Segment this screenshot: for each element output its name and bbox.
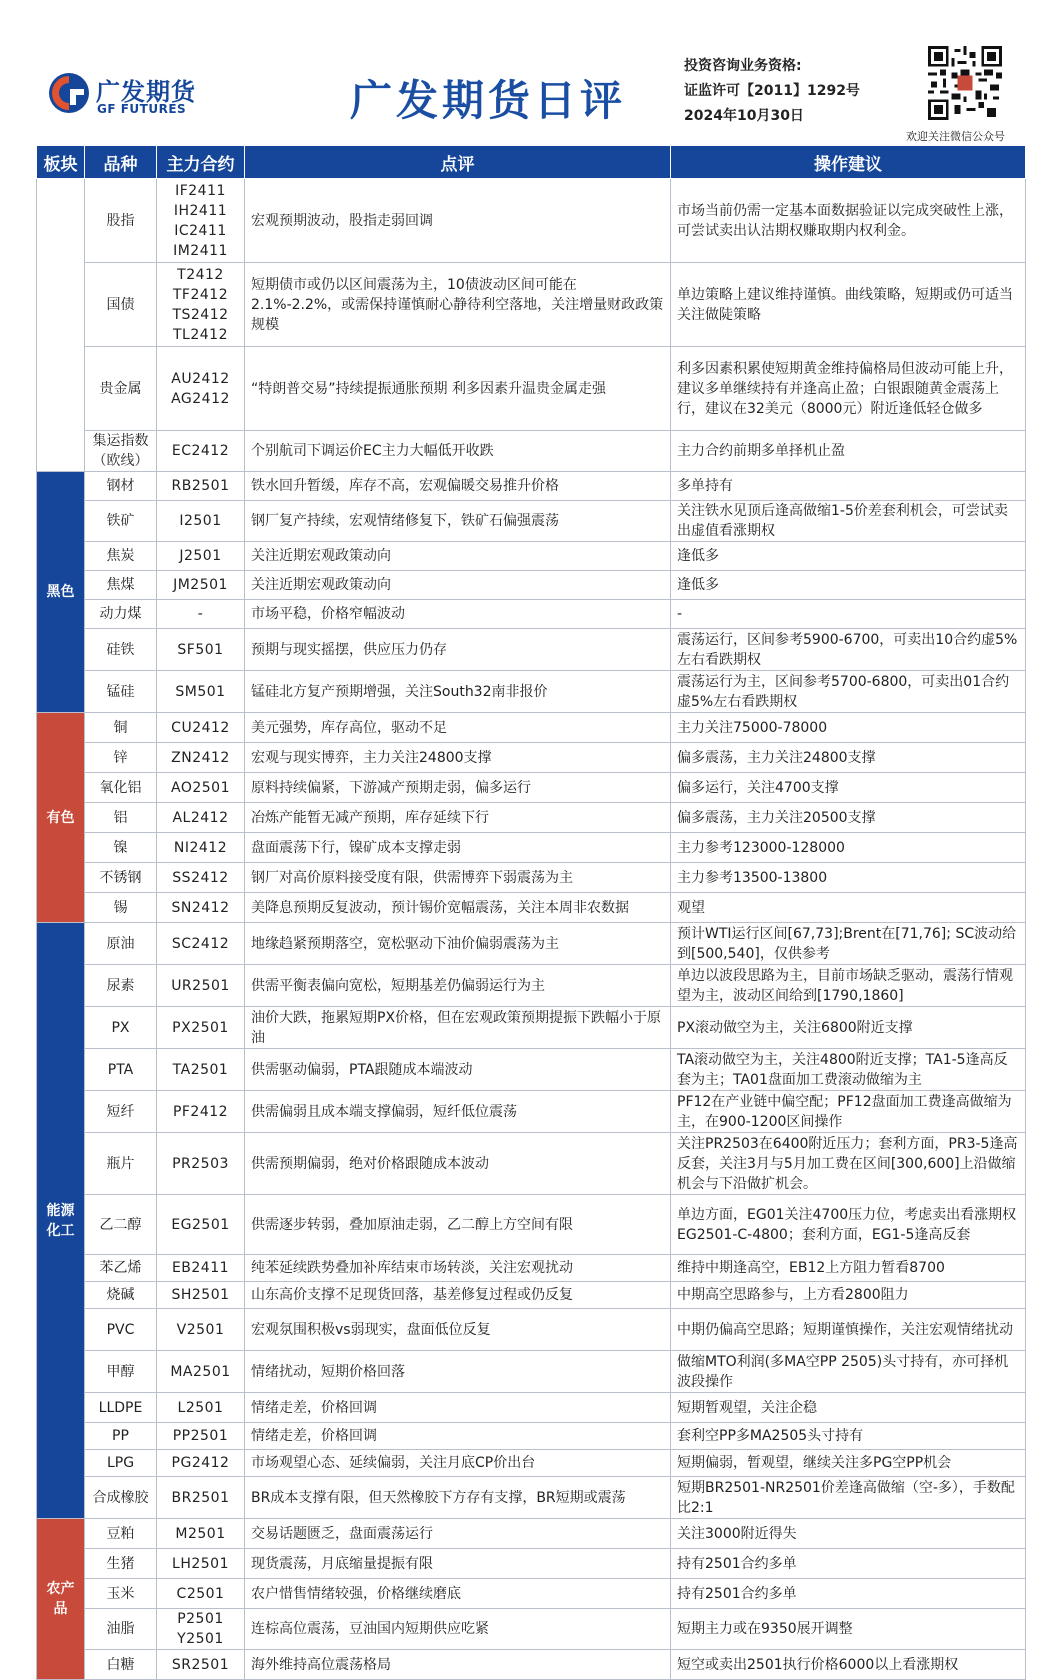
comment-cell: 原料持续偏紧，下游减产预期走弱，偏多运行 [245, 773, 671, 803]
advice-cell: - [671, 600, 1026, 629]
contract-cell [157, 600, 245, 629]
table-row [37, 472, 1026, 501]
daily-review-table [36, 145, 1026, 1680]
contract-code: EB2411 [171, 1260, 230, 1276]
contract-cell [157, 803, 245, 833]
contract-code: T2412 [177, 266, 224, 283]
variety-cell: 铜 [85, 713, 157, 743]
comment-cell: 美元强势，库存高位，驱动不足 [245, 713, 671, 743]
contract-code: NI2412 [173, 839, 228, 856]
sector-label: 能源化工 [37, 923, 85, 1519]
contract-code: V2501 [176, 1321, 225, 1338]
contract-code: I2501 [179, 513, 222, 529]
gf-logo-icon [48, 72, 90, 114]
advice-cell: 短期主力或在9350展开调整 [671, 1609, 1026, 1650]
comment-cell: 情绪走差，价格回调 [245, 1393, 671, 1423]
comment-cell: 情绪扰动，短期价格回落 [245, 1351, 671, 1393]
advice-cell: 短空或卖出2501执行价格6000以上看涨期权 [671, 1650, 1026, 1680]
contract-code: PP2501 [172, 1428, 229, 1444]
contract-code: J2501 [179, 548, 222, 564]
advice-cell: 市场当前仍需一定基本面数据验证以完成突破性上涨，可尝试卖出认沽期权赚取期内权利金。 [671, 179, 1026, 263]
variety-cell: 集运指数（欧线） [85, 431, 157, 472]
table-row [37, 1255, 1026, 1282]
gf-futures-logo [48, 70, 198, 120]
advice-cell: 利多因素积累使短期黄金维持偏格局但波动可能上升，建议多单继续持有并逢高止盈；白银跟随黄金震荡上行，建议在32美元（8000元）附近逢低轻仓做多 [671, 347, 1026, 431]
contract-code: EC2412 [171, 443, 230, 459]
contract-code: SF501 [177, 641, 224, 658]
contract-code: SH2501 [171, 1287, 230, 1303]
variety-cell: 铁矿 [85, 501, 157, 542]
table-row [37, 1579, 1026, 1609]
advice-cell: 多单持有 [671, 472, 1026, 501]
comment-cell: 现货震荡，月底缩量提振有限 [245, 1549, 671, 1579]
advice-cell: 关注铁水见顶后逢高做缩1-5价差套利机会，可尝试卖出虚值看涨期权 [671, 501, 1026, 542]
contract-code: IF2411 [175, 182, 226, 199]
contract-cell [157, 1351, 245, 1393]
comment-cell: 情绪走差，价格回调 [245, 1423, 671, 1450]
variety-cell: 动力煤 [85, 600, 157, 629]
variety-cell: PX [85, 1007, 157, 1049]
table-body [37, 179, 1026, 1680]
variety-cell: 铝 [85, 803, 157, 833]
advice-cell: 单边方面，EG01关注4700压力位，考虑卖出看涨期权EG2501-C-4800；套利方面，EG1-5逢高反套 [671, 1195, 1026, 1255]
comment-cell: 短期债市或仍以区间震荡为主，10债波动区间可能在2.1%-2.2%，或需保持谨慎耐心静待利空落地，关注增量财政政策规模 [245, 263, 671, 347]
contract-cell [157, 1609, 245, 1650]
comment-cell: 供需预期偏弱，绝对价格跟随成本波动 [245, 1133, 671, 1195]
logo-chinese-text: 广发期货 [96, 78, 196, 106]
table-row [37, 1393, 1026, 1423]
variety-cell: 瓶片 [85, 1133, 157, 1195]
comment-cell: 供需偏弱且成本端支撑偏弱，短纤低位震荡 [245, 1091, 671, 1133]
table-row [37, 1519, 1026, 1549]
advice-cell: 偏多运行，关注4700支撑 [671, 773, 1026, 803]
sector-label: 有色 [37, 713, 85, 923]
comment-cell: 铁水回升暂缓，库存不高，宏观偏暖交易推升价格 [245, 472, 671, 501]
report-date: 2024年10月30日 [684, 108, 804, 124]
variety-cell: 豆粕 [85, 1519, 157, 1549]
advice-cell: TA滚动做空为主，关注4800附近支撑；TA1-5逢高反套为主；TA01盘面加工费滚动做缩为主 [671, 1049, 1026, 1091]
comment-cell: 宏观氛围积极vs弱现实，盘面低位反复 [245, 1309, 671, 1351]
contract-cell [157, 542, 245, 571]
table-row [37, 1609, 1026, 1650]
contract-code: AL2412 [172, 809, 229, 826]
table-row [37, 1309, 1026, 1351]
sector-label: 金融 [37, 179, 85, 472]
table-row [37, 1007, 1026, 1049]
contract-code: PG2412 [171, 1455, 230, 1471]
variety-cell: 锰硅 [85, 671, 157, 713]
table-row [37, 965, 1026, 1007]
comment-cell: 交易话题匮乏，盘面震荡运行 [245, 1519, 671, 1549]
table-row [37, 1049, 1026, 1091]
header-advice: 操作建议 [671, 146, 1026, 179]
comment-cell: 锰硅北方复产预期增强，关注South32南非报价 [245, 671, 671, 713]
sector-label: 农产品 [37, 1519, 85, 1680]
variety-cell: 尿素 [85, 965, 157, 1007]
table-row [37, 773, 1026, 803]
contract-cell [157, 1195, 245, 1255]
contract-code: EG2501 [171, 1216, 230, 1233]
report-header [0, 0, 1063, 144]
contract-cell [157, 501, 245, 542]
advice-cell: 短期偏弱，暂观望，继续关注多PG空PP机会 [671, 1450, 1026, 1477]
contract-cell [157, 1049, 245, 1091]
table-row [37, 263, 1026, 347]
advice-cell: 单边以波段思路为主，目前市场缺乏驱动，震荡行情观望为主，波动区间给到[1790,1860] [671, 965, 1026, 1007]
variety-cell: 钢材 [85, 472, 157, 501]
advice-cell: 偏多震荡，主力关注24800支撑 [671, 743, 1026, 773]
table-row [37, 1549, 1026, 1579]
header-variety: 品种 [85, 146, 157, 179]
logo-english-text: GF FUTURES [97, 102, 187, 116]
advice-cell: 预计WTI运行区间[67,73];Brent在[71,76]; SC波动给到[500,540]，仅供参考 [671, 923, 1026, 965]
variety-cell: 短纤 [85, 1091, 157, 1133]
contract-code: SN2412 [171, 899, 230, 916]
contract-code: JM2501 [173, 577, 228, 593]
variety-cell: 焦炭 [85, 542, 157, 571]
license-line: 证监许可【2011】1292号 [684, 83, 860, 99]
variety-cell: 甲醇 [85, 1351, 157, 1393]
contract-code: IM2411 [173, 242, 228, 259]
contract-cell [157, 1282, 245, 1309]
contract-code: C2501 [176, 1585, 225, 1602]
variety-cell: 国债 [85, 263, 157, 347]
contract-cell [157, 1393, 245, 1423]
contract-cell [157, 347, 245, 431]
comment-cell: 宏观预期波动，股指走弱回调 [245, 179, 671, 263]
table-row [37, 1423, 1026, 1450]
contract-code: TS2412 [172, 306, 229, 323]
table-row [37, 863, 1026, 893]
contract-cell [157, 863, 245, 893]
table-row [37, 833, 1026, 863]
table-row [37, 1650, 1026, 1680]
qualification-line: 投资咨询业务资格: [684, 58, 802, 74]
contract-code: AO2501 [171, 779, 230, 796]
variety-cell: 锌 [85, 743, 157, 773]
variety-cell: 生猪 [85, 1549, 157, 1579]
advice-cell: 主力合约前期多单择机止盈 [671, 431, 1026, 472]
contract-cell [157, 1423, 245, 1450]
variety-cell: LPG [85, 1450, 157, 1477]
contract-cell [157, 1255, 245, 1282]
variety-cell: PVC [85, 1309, 157, 1351]
contract-code: ZN2412 [171, 749, 230, 766]
contract-code: Y2501 [177, 1631, 224, 1647]
contract-cell [157, 893, 245, 923]
comment-cell: 盘面震荡下行，镍矿成本支撑走弱 [245, 833, 671, 863]
contract-code: TL2412 [173, 326, 228, 343]
contract-cell [157, 1091, 245, 1133]
contract-code: SS2412 [172, 869, 229, 886]
contract-code: RB2501 [171, 478, 230, 494]
contract-cell [157, 263, 245, 347]
advice-cell: 套利空PP多MA2505头寸持有 [671, 1423, 1026, 1450]
advice-cell: 主力参考13500-13800 [671, 863, 1026, 893]
contract-code: L2501 [177, 1399, 224, 1416]
contract-code: - [197, 606, 204, 622]
table-row [37, 179, 1026, 263]
table-row [37, 1477, 1026, 1519]
variety-cell: 硅铁 [85, 629, 157, 671]
advice-cell: 逢低多 [671, 542, 1026, 571]
table-row [37, 1133, 1026, 1195]
table-row [37, 1091, 1026, 1133]
contract-cell [157, 571, 245, 600]
variety-cell: 镍 [85, 833, 157, 863]
advice-cell: 持有2501合约多单 [671, 1579, 1026, 1609]
contract-cell [157, 1579, 245, 1609]
comment-cell: 冶炼产能暂无减产预期，库存延续下行 [245, 803, 671, 833]
page-title: 广发期货日评 [350, 76, 627, 125]
contract-cell [157, 1007, 245, 1049]
variety-cell: 股指 [85, 179, 157, 263]
comment-cell: 钢厂复产持续，宏观情绪修复下，铁矿石偏强震荡 [245, 501, 671, 542]
contract-cell [157, 833, 245, 863]
contract-cell [157, 923, 245, 965]
variety-cell: 玉米 [85, 1579, 157, 1609]
comment-cell: BR成本支撑有限，但天然橡胶下方存有支撑，BR短期或震荡 [245, 1477, 671, 1519]
wechat-qr-code-icon [928, 46, 1002, 120]
table-row [37, 629, 1026, 671]
contract-code: SR2501 [171, 1656, 230, 1673]
comment-cell: 美降息预期反复波动，预计锡价宽幅震荡，关注本周非农数据 [245, 893, 671, 923]
advice-cell: 震荡运行为主，区间参考5700-6800，可卖出01合约虚5%左右看跌期权 [671, 671, 1026, 713]
contract-code: P2501 [177, 1611, 224, 1627]
header-comment: 点评 [245, 146, 671, 179]
contract-cell [157, 1477, 245, 1519]
variety-cell: 不锈钢 [85, 863, 157, 893]
advice-cell: 单边策略上建议维持谨慎。曲线策略，短期或仍可适当关注做陡策略 [671, 263, 1026, 347]
variety-cell: 乙二醇 [85, 1195, 157, 1255]
variety-cell: 苯乙烯 [85, 1255, 157, 1282]
advice-cell: 中期仍偏高空思路；短期谨慎操作，关注宏观情绪扰动 [671, 1309, 1026, 1351]
qr-caption: 欢迎关注微信公众号 [906, 130, 1005, 143]
contract-code: TA2501 [172, 1061, 229, 1078]
contract-cell [157, 1650, 245, 1680]
comment-cell: 市场平稳，价格窄幅波动 [245, 600, 671, 629]
advice-cell: 关注PR2503在6400附近压力；套利方面，PR3-5逢高反套，关注3月与5月加工费在区间[300,600]上沿做缩机会与下沿做扩机会。 [671, 1133, 1026, 1195]
comment-cell: 油价大跌，拖累短期PX价格，但在宏观政策预期提振下跌幅小于原油 [245, 1007, 671, 1049]
contract-cell [157, 1450, 245, 1477]
comment-cell: 宏观与现实博弈，主力关注24800支撑 [245, 743, 671, 773]
variety-cell: 原油 [85, 923, 157, 965]
contract-cell [157, 1309, 245, 1351]
variety-cell: 油脂 [85, 1609, 157, 1650]
table-row [37, 542, 1026, 571]
contract-cell [157, 179, 245, 263]
variety-cell: PP [85, 1423, 157, 1450]
contract-code: SC2412 [171, 935, 230, 952]
sector-label: 黑色 [37, 472, 85, 713]
header-sector: 板块 [37, 146, 85, 179]
comment-cell: 个别航司下调运价EC主力大幅低开收跌 [245, 431, 671, 472]
comment-cell: 纯苯延续跌势叠加补库结束市场转淡，关注宏观扰动 [245, 1255, 671, 1282]
header-contract: 主力合约 [157, 146, 245, 179]
contract-code: LH2501 [172, 1555, 229, 1572]
variety-cell: 锡 [85, 893, 157, 923]
comment-cell: 供需驱动偏弱，PTA跟随成本端波动 [245, 1049, 671, 1091]
table-row [37, 1195, 1026, 1255]
qualification-info [684, 54, 860, 129]
contract-code: MA2501 [170, 1363, 231, 1380]
variety-cell: 合成橡胶 [85, 1477, 157, 1519]
comment-cell: 供需平衡表偏向宽松，短期基差仍偏弱运行为主 [245, 965, 671, 1007]
comment-cell: 预期与现实摇摆，供应压力仍存 [245, 629, 671, 671]
variety-cell: 白糖 [85, 1650, 157, 1680]
comment-cell: 地缘趋紧预期落空，宽松驱动下油价偏弱震荡为主 [245, 923, 671, 965]
contract-cell [157, 773, 245, 803]
table-row [37, 571, 1026, 600]
advice-cell: 偏多震荡，主力关注20500支撑 [671, 803, 1026, 833]
table-row [37, 501, 1026, 542]
variety-cell: 烧碱 [85, 1282, 157, 1309]
advice-cell: 中期高空思路参与，上方看2800阻力 [671, 1282, 1026, 1309]
advice-cell: 逢低多 [671, 571, 1026, 600]
table-row [37, 743, 1026, 773]
comment-cell: 海外维持高位震荡格局 [245, 1650, 671, 1680]
table-row [37, 671, 1026, 713]
comment-cell: 关注近期宏观政策动向 [245, 571, 671, 600]
contract-code: SM501 [175, 683, 226, 700]
comment-cell: 农户惜售情绪较强，价格继续磨底 [245, 1579, 671, 1609]
advice-cell: 短期BR2501-NR2501价差逢高做缩（空-多），手数配比2:1 [671, 1477, 1026, 1519]
contract-code: IH2411 [173, 202, 228, 219]
table-row [37, 713, 1026, 743]
table-header-row [37, 146, 1026, 179]
advice-cell: 主力关注75000-78000 [671, 713, 1026, 743]
advice-cell: 关注3000附近得失 [671, 1519, 1026, 1549]
advice-cell: 维持中期逢高空，EB12上方阻力暂看8700 [671, 1255, 1026, 1282]
contract-code: UR2501 [171, 977, 230, 994]
table-row [37, 1450, 1026, 1477]
comment-cell: “特朗普交易”持续提振通胀预期 利多因素升温贵金属走强 [245, 347, 671, 431]
contract-cell [157, 1549, 245, 1579]
contract-code: M2501 [175, 1525, 226, 1542]
contract-cell [157, 1519, 245, 1549]
contract-code: BR2501 [171, 1489, 230, 1506]
advice-cell: PF12在产业链中偏空配；PF12盘面加工费逢高做缩为主，在900-1200区间操作 [671, 1091, 1026, 1133]
comment-cell: 关注近期宏观政策动向 [245, 542, 671, 571]
variety-cell: 贵金属 [85, 347, 157, 431]
contract-cell [157, 671, 245, 713]
contract-cell [157, 472, 245, 501]
table-row [37, 1282, 1026, 1309]
variety-cell: LLDPE [85, 1393, 157, 1423]
contract-cell [157, 965, 245, 1007]
contract-code: PF2412 [172, 1103, 229, 1120]
variety-cell: 焦煤 [85, 571, 157, 600]
contract-code: TF2412 [172, 286, 229, 303]
contract-code: CU2412 [171, 719, 230, 736]
comment-cell: 连棕高位震荡，豆油国内短期供应吃紧 [245, 1609, 671, 1650]
variety-cell: 氧化铝 [85, 773, 157, 803]
table-row [37, 347, 1026, 431]
table-row [37, 600, 1026, 629]
advice-cell: 主力参考123000-128000 [671, 833, 1026, 863]
advice-cell: 短期暂观望，关注企稳 [671, 1393, 1026, 1423]
contract-cell [157, 743, 245, 773]
contract-code: AU2412 [171, 370, 230, 387]
advice-cell: 做缩MTO利润(多MA空PP 2505)头寸持有，亦可择机波段操作 [671, 1351, 1026, 1393]
variety-cell: PTA [85, 1049, 157, 1091]
contract-code: IC2411 [174, 222, 227, 239]
contract-cell [157, 1133, 245, 1195]
contract-code: PX2501 [172, 1019, 229, 1036]
comment-cell: 山东高价支撑不足现货回落，基差修复过程或仍反复 [245, 1282, 671, 1309]
table-row [37, 1351, 1026, 1393]
comment-cell: 钢厂对高价原料接受度有限，供需博弈下弱震荡为主 [245, 863, 671, 893]
advice-cell: 持有2501合约多单 [671, 1549, 1026, 1579]
contract-code: AG2412 [171, 390, 230, 407]
advice-cell: PX滚动做空为主，关注6800附近支撑 [671, 1007, 1026, 1049]
table-row [37, 431, 1026, 472]
contract-cell [157, 431, 245, 472]
comment-cell: 市场观望心态、延续偏弱，关注月底CP价出台 [245, 1450, 671, 1477]
contract-code: PR2503 [172, 1155, 229, 1172]
contract-cell [157, 629, 245, 671]
advice-cell: 观望 [671, 893, 1026, 923]
table-row [37, 923, 1026, 965]
table-row [37, 893, 1026, 923]
advice-cell: 震荡运行，区间参考5900-6700，可卖出10合约虚5%左右看跌期权 [671, 629, 1026, 671]
comment-cell: 供需逐步转弱，叠加原油走弱，乙二醇上方空间有限 [245, 1195, 671, 1255]
contract-cell [157, 713, 245, 743]
table-row [37, 803, 1026, 833]
